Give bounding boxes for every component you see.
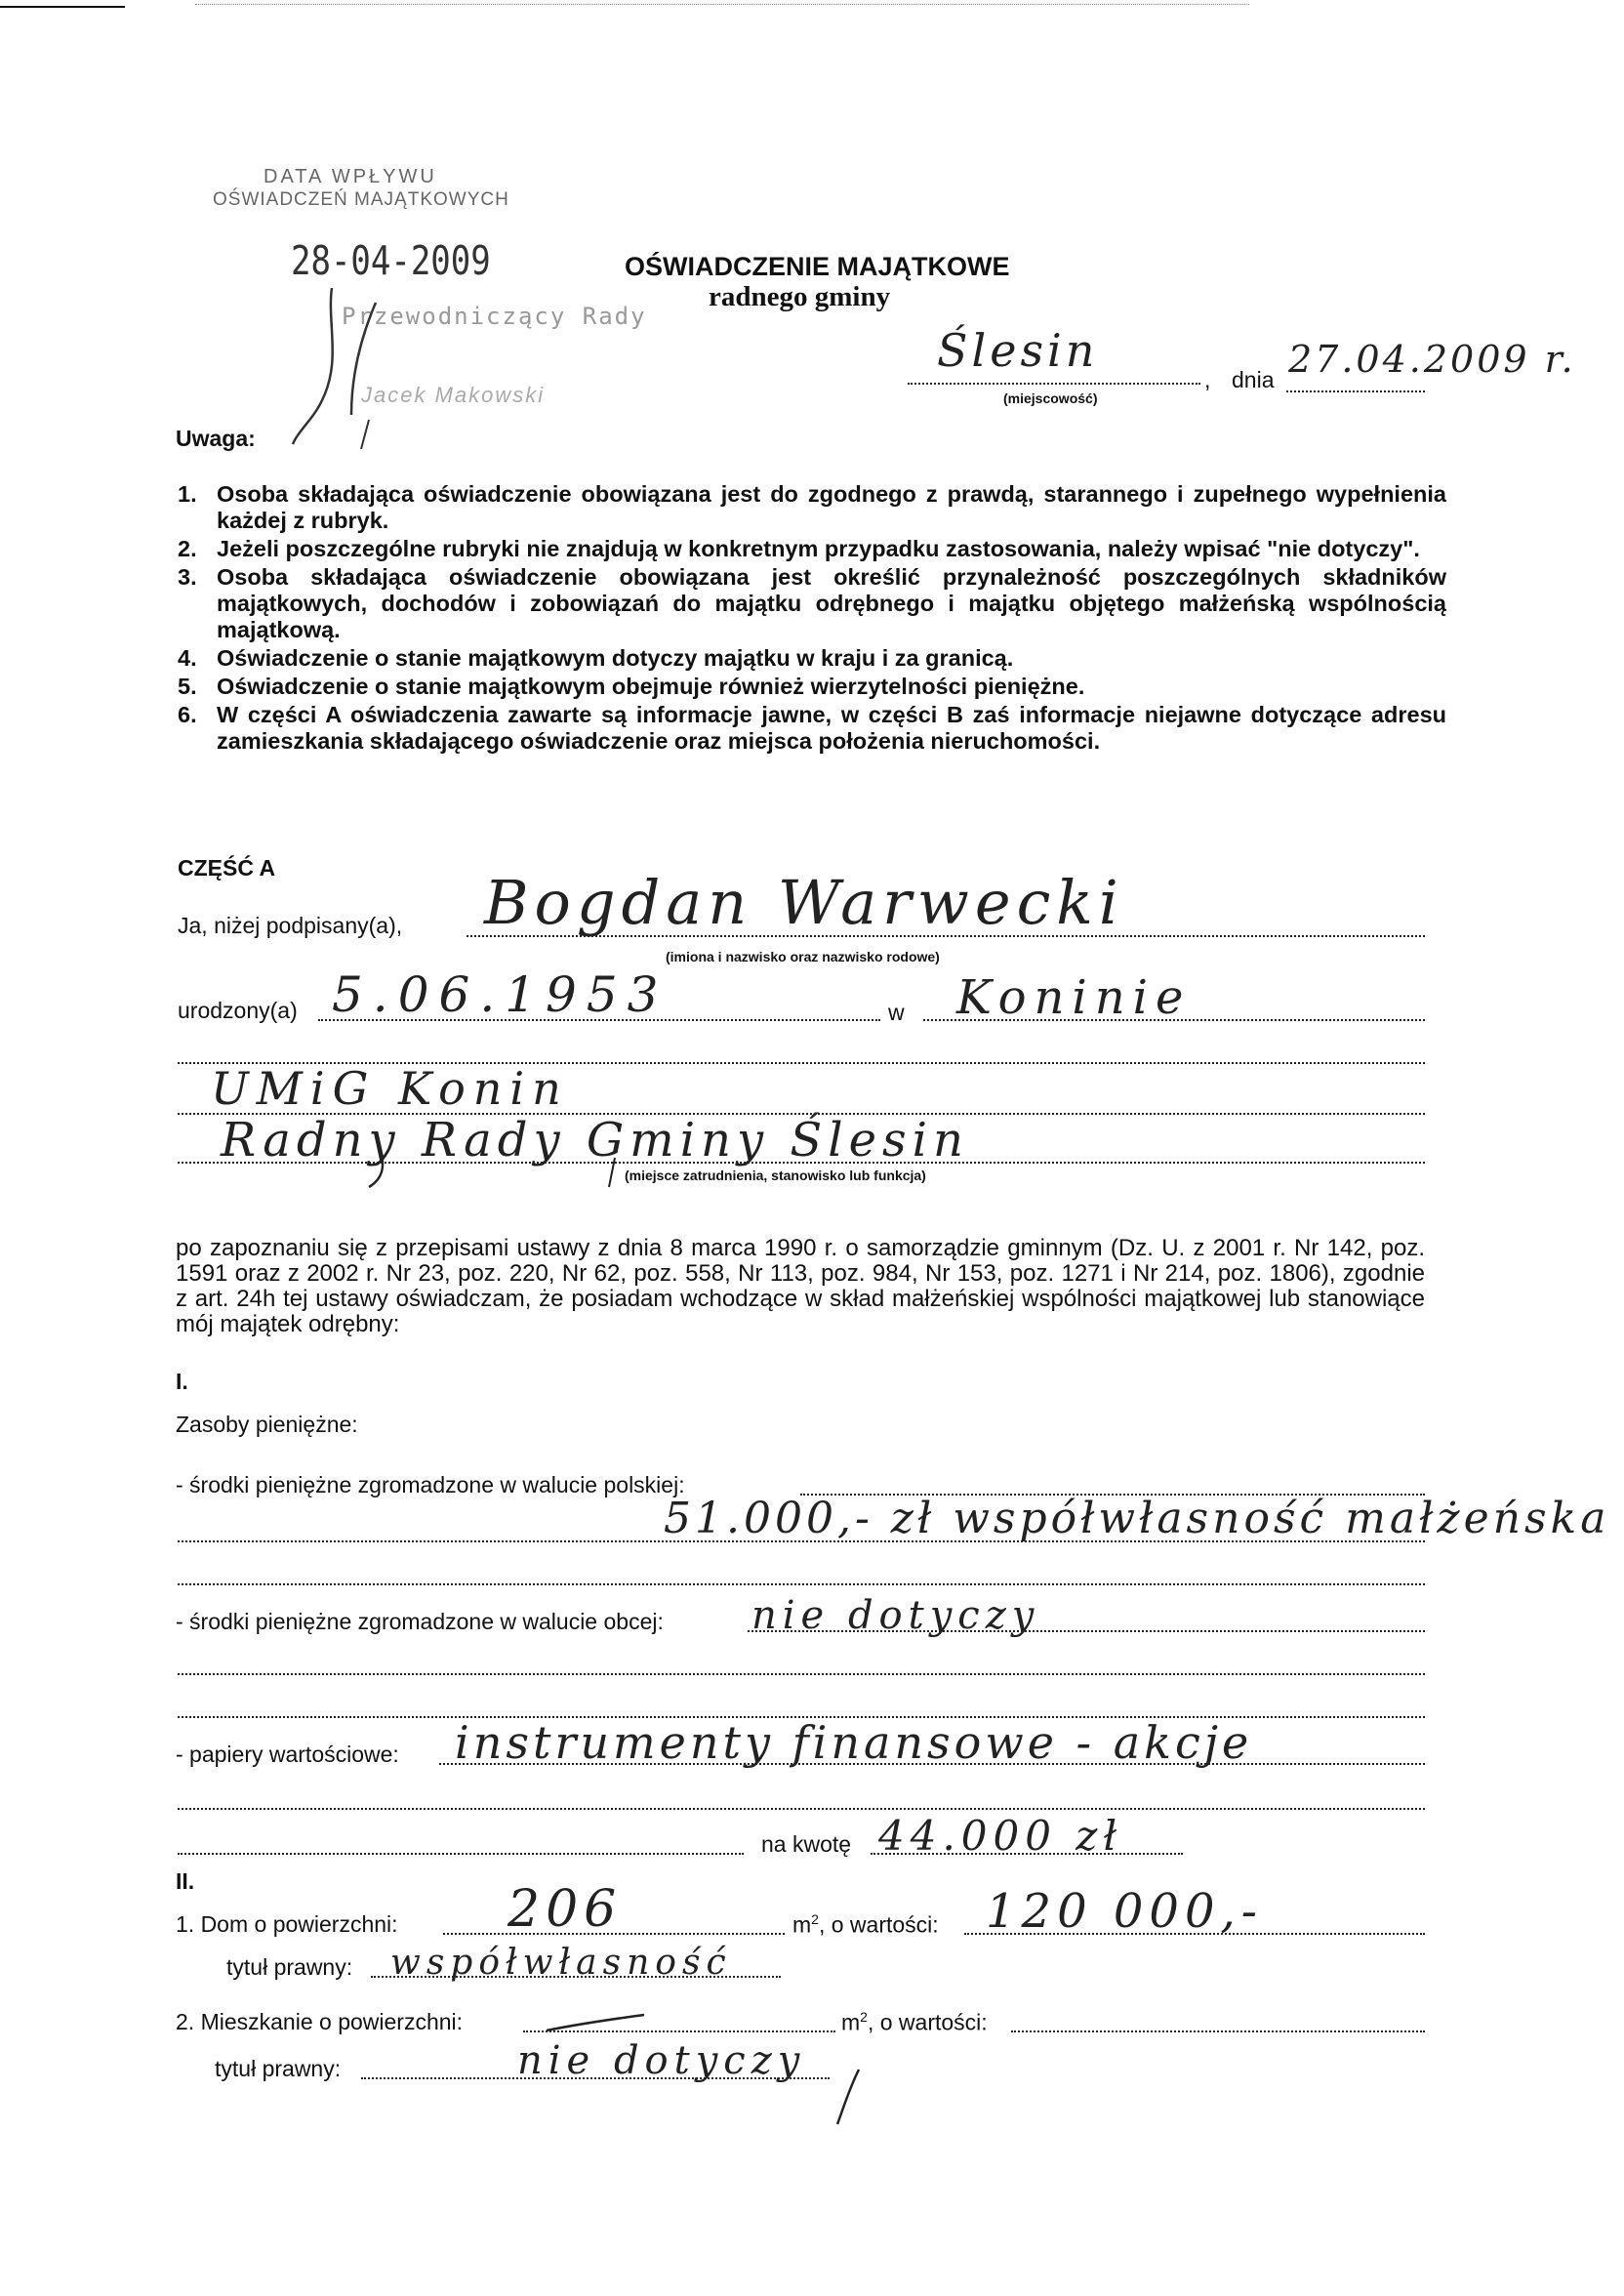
foreign-label: - środki pieniężne zgromadzone w walucie obcej: <box>176 1609 664 1634</box>
note-item <box>178 674 1446 700</box>
unit-sup: 2 <box>811 1911 819 1927</box>
note-item <box>178 702 1446 755</box>
securities-label: - papiery wartościowe: <box>176 1742 399 1767</box>
stamp-line2: OŚWIADCZEŃ MAJĄTKOWYCH <box>213 189 509 210</box>
stamp-role: Przewodniczący Rady <box>342 303 647 330</box>
born-in-label: w <box>888 1000 905 1025</box>
flat-area-dash <box>547 2015 654 2034</box>
flat-title-label: tytuł prawny: <box>215 2056 342 2081</box>
notes-heading: Uwaga: <box>176 426 256 451</box>
foreign-dots-2 <box>178 1673 1425 1675</box>
section1-numeral: I. <box>176 1369 188 1394</box>
flat-unit-sup: 2 <box>860 2009 868 2025</box>
house-value: 120 000,- <box>986 1884 1263 1939</box>
house-label: 1. Dom o powierzchni: <box>176 1911 398 1937</box>
intro-paragraph: po zapoznaniu się z przepisami ustawy z dnia 8 marca 1990 r. o samorządzie gminnym (Dz. U. z 2001 r. Nr 142, poz. 1591 oraz z 2002 r. Nr 23, poz. 220, Nr 62, poz. 558, Nr 113, poz. 984, Nr 153, poz. 1271 i Nr 214, poz. 1806), zgodnie z art. 24h tej ustawy oświadczam, że posiadam wchodzące w skład małżeńskiej wspólności majątkowej lub stanowiące mój majątek odrębny: <box>176 1235 1425 1337</box>
born-date: 5.06.1953 <box>332 966 669 1023</box>
born-place: Koninie <box>956 970 1192 1025</box>
note-number: 2. <box>178 536 197 561</box>
date-value: 27.04.2009 r. <box>1288 338 1576 381</box>
note-text: Oświadczenie o stanie majątkowym dotyczy majątku w kraju i za granicą. <box>217 645 1014 671</box>
amount-value: 44.000 zł <box>878 1812 1123 1860</box>
flat-value-dots <box>1011 2030 1425 2032</box>
date-dots <box>1286 390 1425 392</box>
flat-title-stroke <box>830 2070 869 2128</box>
note-number: 1. <box>178 481 197 507</box>
house-title: współwłasność <box>390 1943 732 1983</box>
value-label: , o wartości: <box>818 1911 939 1938</box>
flat-label: 2. Mieszkanie o powierzchni: <box>176 2009 464 2034</box>
stamp-line1: DATA WPŁYWU <box>264 166 437 187</box>
note-text: Oświadczenie o stanie majątkowym obejmuje również wierzytelności pieniężne. <box>217 674 1085 699</box>
name-value: Bogdan Warwecki <box>484 867 1124 938</box>
place-comma: , <box>1204 367 1211 392</box>
note-item <box>178 645 1446 672</box>
note-item <box>178 481 1446 534</box>
pln-label: - środki pieniężne zgromadzone w walucie polskiej: <box>176 1472 685 1497</box>
born-label: urodzony(a) <box>178 998 298 1023</box>
date-label: dnia <box>1232 367 1275 392</box>
section1-heading: Zasoby pieniężne: <box>176 1412 358 1437</box>
work-line2: Radny Rady Gminy Ślesin <box>221 1113 969 1168</box>
notes-list <box>178 481 1446 757</box>
top-dotted-rule <box>195 0 1249 5</box>
flat-unit-text: m <box>841 2009 861 2035</box>
flat-value-label: , o wartości: <box>867 2009 988 2035</box>
section2-numeral: II. <box>176 1868 195 1894</box>
note-item <box>178 536 1446 562</box>
flat-title: nie dotyczy <box>517 2038 806 2083</box>
flat-unit <box>841 2009 988 2036</box>
stamp-date: 28-04-2009 <box>291 238 491 285</box>
note-item <box>178 564 1446 643</box>
note-number: 5. <box>178 674 197 699</box>
work-underline-strokes <box>361 1152 654 1210</box>
place-value: Ślesin <box>937 324 1099 377</box>
amount-label: na kwotę <box>761 1831 852 1857</box>
note-number: 6. <box>178 702 197 727</box>
note-text: Osoba składająca oświadczenie obowiązana jest określić przynależność poszczególnych składników majątkowych, dochodów i zobowiązań do majątku odrębnego i majątku objętego małżeńską wspólnością majątkową. <box>217 564 1446 642</box>
part-a-heading: CZĘŚĆ A <box>178 855 276 881</box>
document-title: OŚWIADCZENIE MAJĄTKOWE <box>625 252 1010 281</box>
note-number: 3. <box>178 564 197 590</box>
work-line1: UMiG Konin <box>211 1062 569 1115</box>
note-number: 4. <box>178 645 197 671</box>
amount-dots-lead <box>178 1853 744 1855</box>
top-rule <box>0 6 125 8</box>
note-text: Jeżeli poszczególne rubryki nie znajdują w konkretnym przypadku zastosowania, należy wpisać "nie dotyczy". <box>217 536 1420 561</box>
name-label: Ja, niżej podpisany(a), <box>178 913 403 938</box>
foreign-value: nie dotyczy <box>751 1593 1040 1638</box>
pln-dots-3 <box>178 1583 1425 1585</box>
house-area: 206 <box>508 1880 623 1939</box>
place-caption: (miejscowość) <box>1003 390 1098 406</box>
securities-value: instrumenty finansowe - akcje <box>455 1716 1253 1769</box>
document-subtitle: radnego gminy <box>709 281 891 312</box>
receipt-stamp <box>205 166 654 459</box>
name-caption: (imiona i nazwisko oraz nazwisko rodowe) <box>666 949 940 964</box>
note-text: Osoba składająca oświadczenie obowiązana jest do zgodnego z prawdą, starannego i zupełnego wypełnienia każdej z rubryk. <box>217 481 1446 533</box>
unit-text: m <box>792 1911 812 1938</box>
securities-dots-2 <box>178 1808 1425 1810</box>
stamp-name: Jacek Makowski <box>361 383 546 407</box>
house-title-label: tytuł prawny: <box>226 1954 353 1980</box>
work-caption: (miejsce zatrudnienia, stanowisko lub funkcja) <box>625 1168 926 1183</box>
pln-value: 51.000,- zł współwłasność małżeńska <box>664 1494 1610 1543</box>
house-unit <box>792 1911 939 1939</box>
note-text: W części A oświadczenia zawarte są informacje jawne, w części B zaś informacje niejawne dotyczące adresu zamieszkania składającego oświadczenie oraz miejsca położenia nieruchomości. <box>217 702 1446 754</box>
place-dots <box>908 383 1200 385</box>
stamp-signature <box>205 166 654 459</box>
